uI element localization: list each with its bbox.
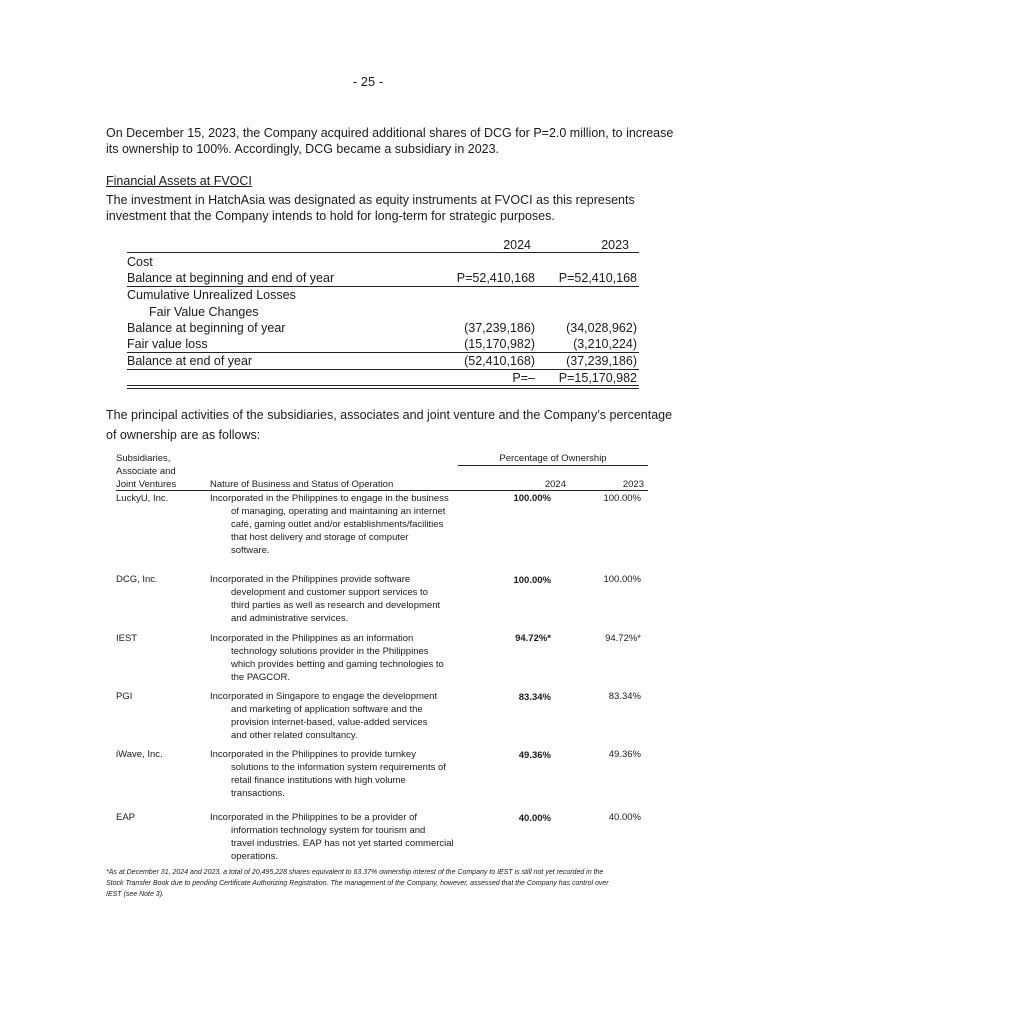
nature-line: Incorporated in the Philippines provide software <box>210 574 411 585</box>
footnote-line: *As at December 31, 2024 and 2023, a total of 20,495,228 shares equivalent to 63.37% ownership interest of the Company to IEST is still not yet recorded in the <box>106 869 604 876</box>
fvoci-row-fair-value-loss <box>127 336 639 352</box>
nature-line: development and customer support services to <box>231 587 428 598</box>
intro-paragraph <box>106 125 673 157</box>
entity-name: EAP <box>116 812 136 823</box>
double-rule-bottom <box>127 388 639 389</box>
header-2023: 2023 <box>622 479 644 490</box>
nature-line: of managing, operating and maintaining an internet <box>231 506 446 517</box>
nature-line: transactions. <box>231 788 285 799</box>
value-2023: P=52,410,168 <box>558 271 637 285</box>
principal-paragraph <box>106 405 672 445</box>
subsidiaries-table <box>116 452 648 864</box>
ownership-2024: 83.34% <box>518 692 551 703</box>
row-label: Balance at beginning of year <box>127 321 286 335</box>
ownership-2024: 40.00% <box>518 813 551 824</box>
value-2024: P=52,410,168 <box>456 271 535 285</box>
nature-line: Incorporated in Singapore to engage the development <box>210 691 438 702</box>
nature-line: and administrative services. <box>231 613 349 624</box>
ownership-2024: 49.36% <box>518 750 551 761</box>
entity-nature <box>210 573 462 625</box>
header-rule <box>116 490 648 491</box>
nature-line: operations. <box>231 851 279 862</box>
fvoci-row-balance-beginning <box>127 320 639 336</box>
ownership-2024: 100.00% <box>513 575 551 586</box>
nature-line: and marketing of application software and the <box>231 704 423 715</box>
entity-name: PGI <box>116 691 133 702</box>
fvoci-row-balance-end <box>127 353 639 369</box>
intro-line: its ownership to 100%. Accordingly, DCG became a subsidiary in 2023. <box>106 142 500 156</box>
row-label: Cumulative Unrealized Losses <box>127 288 296 302</box>
value-2024: (52,410,168) <box>464 354 535 368</box>
nature-line: third parties as well as research and development <box>231 600 441 611</box>
nature-line: information technology system for tourism and <box>231 825 426 836</box>
footnote <box>106 867 686 900</box>
value-2024: P=– <box>512 371 535 385</box>
nature-line: software. <box>231 545 270 556</box>
fvoci-table <box>127 237 639 389</box>
value-2023: (37,239,186) <box>566 354 637 368</box>
header-entities-line: Subsidiaries, <box>116 453 171 464</box>
ownership-2023: 49.36% <box>608 749 641 760</box>
value-2023: (34,028,962) <box>566 321 637 335</box>
header-entities-line: Joint Ventures <box>116 479 177 490</box>
entity-nature <box>210 632 462 684</box>
header-percentage: Percentage of Ownership <box>499 453 607 464</box>
ownership-2023: 100.00% <box>603 574 641 585</box>
header-2024: 2024 <box>544 479 566 490</box>
ownership-2024: 94.72%* <box>515 633 551 644</box>
entity-name: DCG, Inc. <box>116 574 158 585</box>
entity-nature <box>210 492 462 557</box>
entity-nature <box>210 811 462 863</box>
row-label: Fair value loss <box>127 337 208 351</box>
entity-name: IEST <box>116 633 138 644</box>
footnote-line: Stock Transfer Book due to pending Certificate Authorizing Registration. The management of the Company, however, assessed that the Company has control over <box>106 880 609 887</box>
ownership-2023: 94.72%* <box>605 633 641 644</box>
header-entities-line: Associate and <box>116 466 176 477</box>
header-nature: Nature of Business and Status of Operation <box>210 479 394 490</box>
nature-line: Incorporated in the Philippines to engage in the business <box>210 493 449 504</box>
nature-line: Incorporated in the Philippines as an information <box>210 633 414 644</box>
page-number: - 25 - <box>352 74 384 89</box>
entity-nature <box>210 690 462 742</box>
nature-line: technology solutions provider in the Philippines <box>231 646 429 657</box>
row-label: Balance at end of year <box>127 354 253 368</box>
nature-line: the PAGCOR. <box>231 672 290 683</box>
principal-line: The principal activities of the subsidiaries, associates and joint venture and the Company’s percentage <box>106 408 673 422</box>
footnote-line: IEST (see Note 3). <box>106 891 164 898</box>
value-2024: (37,239,186) <box>464 321 535 335</box>
nature-line: which provides betting and gaming technologies to <box>231 659 444 670</box>
nature-line: Incorporated in the Philippines to be a provider of <box>210 812 418 823</box>
nature-line: travel industries. EAP has not yet started commercial <box>231 838 454 849</box>
value-2023: P=15,170,982 <box>558 371 637 385</box>
nature-line: that host delivery and storage of computer <box>231 532 409 543</box>
ownership-2023: 100.00% <box>603 493 641 504</box>
intro-line: On December 15, 2023, the Company acquired additional shares of DCG for P=2.0 million, to increase <box>106 126 674 140</box>
header-entities <box>116 452 176 491</box>
nature-line: and other related consultancy. <box>231 730 358 741</box>
entity-name: LuckyU, Inc. <box>116 493 169 504</box>
row-label: Fair Value Changes <box>149 305 259 319</box>
nature-line: café, gaming outlet and/or establishments/facilities <box>231 519 444 530</box>
principal-line: of ownership are as follows: <box>106 428 261 442</box>
nature-line: solutions to the information system requirements of <box>231 762 446 773</box>
fvoci-heading: Financial Assets at FVOCI <box>106 174 252 188</box>
entity-name: iWave, Inc. <box>116 749 163 760</box>
fvoci-row-cost <box>127 254 639 270</box>
ownership-2023: 83.34% <box>608 691 641 702</box>
header-rule <box>127 252 639 253</box>
value-2024: (15,170,982) <box>464 337 535 351</box>
fvoci-row-cumulative <box>127 287 639 303</box>
fvoci-col-2024: 2024 <box>503 238 531 252</box>
nature-line: Incorporated in the Philippines to provide turnkey <box>210 749 416 760</box>
fvoci-header-row <box>127 237 639 253</box>
fvoci-paragraph <box>106 192 635 224</box>
fvoci-row-fair-value-changes <box>127 304 639 320</box>
row-label: Balance at beginning and end of year <box>127 271 335 285</box>
ownership-2024: 100.00% <box>513 493 551 504</box>
nature-line: provision internet-based, value-added services <box>231 717 428 728</box>
fvoci-col-2023: 2023 <box>601 238 629 252</box>
nature-line: retail finance institutions with high volume <box>231 775 406 786</box>
value-2023: (3,210,224) <box>573 337 637 351</box>
ownership-2023: 40.00% <box>608 812 641 823</box>
row-label: Cost <box>127 255 153 269</box>
fvoci-row-net <box>127 370 639 386</box>
double-rule-top <box>127 385 639 386</box>
header-pct-rule <box>458 465 648 466</box>
fvoci-paragraph-line: investment that the Company intends to hold for long-term for strategic purposes. <box>106 209 555 223</box>
entity-nature <box>210 748 462 800</box>
fvoci-paragraph-line: The investment in HatchAsia was designated as equity instruments at FVOCI as this represents <box>106 193 635 207</box>
fvoci-row-balance-cost <box>127 270 639 286</box>
